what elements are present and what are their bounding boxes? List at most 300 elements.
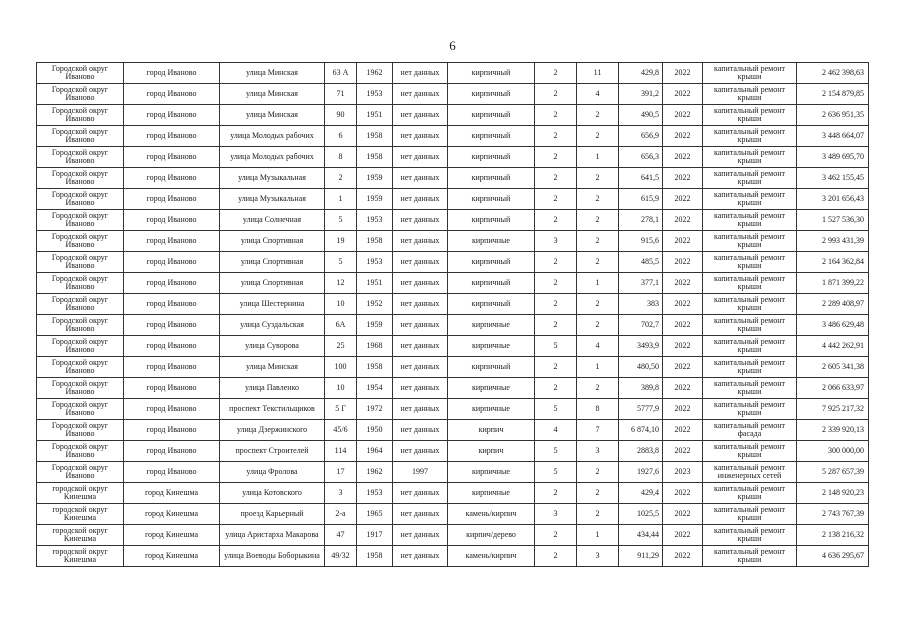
cell-street: улица Спортивная xyxy=(220,273,325,294)
cell-work-type: капитальный ремонт крыши xyxy=(703,378,797,399)
cell-house-number: 49/32 xyxy=(325,546,357,567)
cell-house-number: 2-а xyxy=(325,504,357,525)
cell-entrances: 11 xyxy=(577,63,619,84)
cell-entrances: 2 xyxy=(577,126,619,147)
cell-work-type: капитальный ремонт крыши xyxy=(703,525,797,546)
cell-year-built: 1959 xyxy=(357,168,393,189)
cell-entrances: 2 xyxy=(577,378,619,399)
cell-street: проезд Карьерный xyxy=(220,504,325,525)
cell-area: 429,4 xyxy=(619,483,663,504)
cell-floors: 2 xyxy=(535,273,577,294)
cell-wall-material: кирпичный xyxy=(448,126,535,147)
cell-year-reconstruction: нет данных xyxy=(393,105,448,126)
table-row xyxy=(37,189,869,210)
table-row xyxy=(37,252,869,273)
cell-floors: 2 xyxy=(535,294,577,315)
cell-wall-material: кирпичные xyxy=(448,399,535,420)
cell-year-reconstruction: нет данных xyxy=(393,441,448,462)
cell-year-built: 1958 xyxy=(357,126,393,147)
cell-year-built: 1917 xyxy=(357,525,393,546)
table-row xyxy=(37,462,869,483)
cell-plan-year: 2022 xyxy=(663,84,703,105)
cell-cost: 3 486 629,48 xyxy=(797,315,869,336)
cell-wall-material: кирпичный xyxy=(448,357,535,378)
cell-district: Городской округ Иваново xyxy=(37,84,124,105)
cell-cost: 1 527 536,30 xyxy=(797,210,869,231)
cell-year-built: 1952 xyxy=(357,294,393,315)
cell-work-type: капитальный ремонт крыши xyxy=(703,504,797,525)
cell-house-number: 6А xyxy=(325,315,357,336)
table-row xyxy=(37,210,869,231)
cell-cost: 2 993 431,39 xyxy=(797,231,869,252)
cell-cost: 3 448 664,07 xyxy=(797,126,869,147)
cell-city: город Иваново xyxy=(124,294,220,315)
cell-district: Городской округ Иваново xyxy=(37,252,124,273)
cell-area: 3493,9 xyxy=(619,336,663,357)
cell-cost: 2 164 362,84 xyxy=(797,252,869,273)
cell-house-number: 8 xyxy=(325,147,357,168)
cell-cost: 7 925 217,32 xyxy=(797,399,869,420)
cell-floors: 5 xyxy=(535,462,577,483)
cell-work-type: капитальный ремонт крыши xyxy=(703,357,797,378)
cell-cost: 2 066 633,97 xyxy=(797,378,869,399)
cell-year-built: 1965 xyxy=(357,504,393,525)
cell-plan-year: 2022 xyxy=(663,483,703,504)
table-row xyxy=(37,525,869,546)
cell-entrances: 2 xyxy=(577,483,619,504)
cell-street: улица Шестернина xyxy=(220,294,325,315)
cell-year-reconstruction: нет данных xyxy=(393,126,448,147)
cell-entrances: 2 xyxy=(577,315,619,336)
table-row xyxy=(37,147,869,168)
cell-plan-year: 2022 xyxy=(663,546,703,567)
cell-year-reconstruction: нет данных xyxy=(393,525,448,546)
cell-street: улица Воеводы Боборыкина xyxy=(220,546,325,567)
cell-district: Городской округ Иваново xyxy=(37,462,124,483)
cell-plan-year: 2023 xyxy=(663,462,703,483)
cell-house-number: 5 xyxy=(325,252,357,273)
cell-plan-year: 2022 xyxy=(663,273,703,294)
cell-floors: 2 xyxy=(535,84,577,105)
cell-district: Городской округ Иваново xyxy=(37,399,124,420)
cell-street: улица Котовского xyxy=(220,483,325,504)
cell-city: город Кинешма xyxy=(124,504,220,525)
cell-year-built: 1959 xyxy=(357,189,393,210)
cell-house-number: 2 xyxy=(325,168,357,189)
cell-floors: 2 xyxy=(535,525,577,546)
cell-wall-material: кирпичный xyxy=(448,63,535,84)
cell-house-number: 5 xyxy=(325,210,357,231)
cell-floors: 2 xyxy=(535,315,577,336)
cell-year-reconstruction: нет данных xyxy=(393,315,448,336)
cell-district: Городской округ Иваново xyxy=(37,420,124,441)
cell-house-number: 19 xyxy=(325,231,357,252)
cell-wall-material: кирпичные xyxy=(448,483,535,504)
cell-year-built: 1954 xyxy=(357,378,393,399)
cell-area: 615,9 xyxy=(619,189,663,210)
cell-area: 377,1 xyxy=(619,273,663,294)
cell-wall-material: кирпич xyxy=(448,420,535,441)
cell-year-built: 1958 xyxy=(357,147,393,168)
cell-floors: 2 xyxy=(535,357,577,378)
cell-entrances: 2 xyxy=(577,231,619,252)
table-row xyxy=(37,441,869,462)
cell-cost: 2 636 951,35 xyxy=(797,105,869,126)
cell-plan-year: 2022 xyxy=(663,63,703,84)
cell-district: городской округ Кинешма xyxy=(37,525,124,546)
table-row xyxy=(37,399,869,420)
cell-floors: 2 xyxy=(535,189,577,210)
cell-cost: 300 000,00 xyxy=(797,441,869,462)
table-row xyxy=(37,294,869,315)
page-number: 6 xyxy=(449,38,456,53)
cell-work-type: капитальный ремонт фасада xyxy=(703,420,797,441)
cell-house-number: 10 xyxy=(325,378,357,399)
cell-floors: 2 xyxy=(535,210,577,231)
cell-entrances: 2 xyxy=(577,252,619,273)
cell-city: город Иваново xyxy=(124,189,220,210)
cell-area: 434,44 xyxy=(619,525,663,546)
cell-entrances: 1 xyxy=(577,147,619,168)
cell-district: Городской округ Иваново xyxy=(37,294,124,315)
cell-area: 2883,8 xyxy=(619,441,663,462)
cell-wall-material: кирпич/дерево xyxy=(448,525,535,546)
cell-city: город Кинешма xyxy=(124,546,220,567)
cell-house-number: 1 xyxy=(325,189,357,210)
cell-work-type: капитальный ремонт крыши xyxy=(703,399,797,420)
cell-city: город Иваново xyxy=(124,126,220,147)
cell-work-type: капитальный ремонт крыши xyxy=(703,294,797,315)
table-row xyxy=(37,378,869,399)
cell-cost: 2 138 216,32 xyxy=(797,525,869,546)
cell-street: улица Павленко xyxy=(220,378,325,399)
cell-year-built: 1951 xyxy=(357,273,393,294)
cell-wall-material: кирпичный xyxy=(448,84,535,105)
cell-floors: 2 xyxy=(535,483,577,504)
cell-street: улица Солнечная xyxy=(220,210,325,231)
cell-plan-year: 2022 xyxy=(663,294,703,315)
cell-street: проспект Строителей xyxy=(220,441,325,462)
cell-plan-year: 2022 xyxy=(663,147,703,168)
table-row xyxy=(37,483,869,504)
cell-wall-material: кирпичные xyxy=(448,336,535,357)
cell-district: Городской округ Иваново xyxy=(37,189,124,210)
cell-area: 391,2 xyxy=(619,84,663,105)
cell-cost: 4 442 262,91 xyxy=(797,336,869,357)
cell-entrances: 2 xyxy=(577,294,619,315)
cell-city: город Иваново xyxy=(124,378,220,399)
cell-cost: 2 154 879,85 xyxy=(797,84,869,105)
cell-area: 278,1 xyxy=(619,210,663,231)
cell-floors: 5 xyxy=(535,399,577,420)
table-row xyxy=(37,420,869,441)
cell-street: улица Аристарха Макарова xyxy=(220,525,325,546)
cell-district: Городской округ Иваново xyxy=(37,231,124,252)
table-row xyxy=(37,357,869,378)
cell-plan-year: 2022 xyxy=(663,105,703,126)
cell-wall-material: кирпичный xyxy=(448,252,535,273)
cell-area: 656,3 xyxy=(619,147,663,168)
cell-work-type: капитальный ремонт крыши xyxy=(703,210,797,231)
cell-year-reconstruction: нет данных xyxy=(393,336,448,357)
cell-cost: 2 289 408,97 xyxy=(797,294,869,315)
cell-area: 389,8 xyxy=(619,378,663,399)
cell-year-reconstruction: нет данных xyxy=(393,546,448,567)
cell-entrances: 4 xyxy=(577,84,619,105)
cell-year-built: 1962 xyxy=(357,462,393,483)
cell-plan-year: 2022 xyxy=(663,399,703,420)
cell-entrances: 2 xyxy=(577,210,619,231)
cell-plan-year: 2022 xyxy=(663,441,703,462)
cell-area: 911,29 xyxy=(619,546,663,567)
cell-floors: 2 xyxy=(535,147,577,168)
cell-area: 641,5 xyxy=(619,168,663,189)
cell-street: улица Минская xyxy=(220,105,325,126)
cell-district: Городской округ Иваново xyxy=(37,357,124,378)
cell-plan-year: 2022 xyxy=(663,168,703,189)
cell-work-type: капитальный ремонт крыши xyxy=(703,147,797,168)
cell-year-reconstruction: нет данных xyxy=(393,357,448,378)
cell-district: Городской округ Иваново xyxy=(37,378,124,399)
cell-year-reconstruction: нет данных xyxy=(393,63,448,84)
cell-floors: 5 xyxy=(535,441,577,462)
cell-cost: 3 489 695,70 xyxy=(797,147,869,168)
cell-city: город Иваново xyxy=(124,462,220,483)
cell-work-type: капитальный ремонт крыши xyxy=(703,546,797,567)
cell-plan-year: 2022 xyxy=(663,189,703,210)
cell-floors: 2 xyxy=(535,63,577,84)
cell-area: 429,8 xyxy=(619,63,663,84)
cell-cost: 2 605 341,38 xyxy=(797,357,869,378)
cell-year-built: 1951 xyxy=(357,105,393,126)
cell-floors: 2 xyxy=(535,168,577,189)
cell-cost: 2 339 920,13 xyxy=(797,420,869,441)
cell-district: Городской округ Иваново xyxy=(37,126,124,147)
cell-year-built: 1953 xyxy=(357,252,393,273)
cell-city: город Иваново xyxy=(124,252,220,273)
cell-street: улица Дзержинского xyxy=(220,420,325,441)
cell-city: город Иваново xyxy=(124,105,220,126)
cell-plan-year: 2022 xyxy=(663,315,703,336)
cell-entrances: 1 xyxy=(577,357,619,378)
cell-wall-material: кирпичные xyxy=(448,231,535,252)
cell-district: Городской округ Иваново xyxy=(37,63,124,84)
cell-house-number: 12 xyxy=(325,273,357,294)
cell-district: городской округ Кинешма xyxy=(37,483,124,504)
cell-area: 6 874,10 xyxy=(619,420,663,441)
cell-floors: 2 xyxy=(535,105,577,126)
cell-street: улица Суворова xyxy=(220,336,325,357)
cell-floors: 2 xyxy=(535,252,577,273)
cell-year-built: 1953 xyxy=(357,483,393,504)
cell-district: городской округ Кинешма xyxy=(37,504,124,525)
cell-cost: 3 462 155,45 xyxy=(797,168,869,189)
cell-city: город Иваново xyxy=(124,315,220,336)
cell-wall-material: кирпичный xyxy=(448,168,535,189)
cell-street: улица Фролова xyxy=(220,462,325,483)
cell-house-number: 114 xyxy=(325,441,357,462)
cell-street: улица Спортивная xyxy=(220,231,325,252)
cell-street: улица Спортивная xyxy=(220,252,325,273)
cell-city: город Иваново xyxy=(124,147,220,168)
cell-entrances: 1 xyxy=(577,525,619,546)
cell-district: городской округ Кинешма xyxy=(37,546,124,567)
cell-house-number: 10 xyxy=(325,294,357,315)
cell-year-built: 1968 xyxy=(357,336,393,357)
cell-work-type: капитальный ремонт инженерных сетей xyxy=(703,462,797,483)
cell-cost: 3 201 656,43 xyxy=(797,189,869,210)
cell-street: улица Музыкальная xyxy=(220,168,325,189)
cell-floors: 3 xyxy=(535,231,577,252)
cell-area: 490,5 xyxy=(619,105,663,126)
cell-district: Городской округ Иваново xyxy=(37,105,124,126)
cell-city: город Иваново xyxy=(124,399,220,420)
cell-plan-year: 2022 xyxy=(663,420,703,441)
housing-registry-table xyxy=(36,62,869,567)
cell-wall-material: кирпичные xyxy=(448,315,535,336)
cell-city: город Кинешма xyxy=(124,483,220,504)
cell-entrances: 2 xyxy=(577,105,619,126)
cell-entrances: 2 xyxy=(577,462,619,483)
cell-house-number: 45/6 xyxy=(325,420,357,441)
cell-entrances: 2 xyxy=(577,168,619,189)
cell-street: улица Молодых рабочих xyxy=(220,147,325,168)
cell-entrances: 3 xyxy=(577,546,619,567)
cell-year-reconstruction: нет данных xyxy=(393,252,448,273)
cell-year-built: 1953 xyxy=(357,84,393,105)
cell-year-reconstruction: нет данных xyxy=(393,273,448,294)
cell-cost: 5 287 657,39 xyxy=(797,462,869,483)
cell-city: город Иваново xyxy=(124,336,220,357)
cell-area: 485,5 xyxy=(619,252,663,273)
cell-wall-material: кирпичный xyxy=(448,189,535,210)
cell-city: город Иваново xyxy=(124,420,220,441)
cell-year-built: 1959 xyxy=(357,315,393,336)
cell-area: 480,50 xyxy=(619,357,663,378)
cell-wall-material: камень/кирпич xyxy=(448,546,535,567)
cell-year-built: 1958 xyxy=(357,357,393,378)
cell-floors: 4 xyxy=(535,420,577,441)
cell-floors: 2 xyxy=(535,378,577,399)
cell-plan-year: 2022 xyxy=(663,252,703,273)
cell-cost: 2 462 398,63 xyxy=(797,63,869,84)
cell-district: Городской округ Иваново xyxy=(37,273,124,294)
cell-area: 1927,6 xyxy=(619,462,663,483)
cell-house-number: 17 xyxy=(325,462,357,483)
cell-street: улица Минская xyxy=(220,63,325,84)
cell-year-reconstruction: нет данных xyxy=(393,168,448,189)
cell-street: улица Молодых рабочих xyxy=(220,126,325,147)
cell-floors: 5 xyxy=(535,336,577,357)
cell-work-type: капитальный ремонт крыши xyxy=(703,441,797,462)
cell-cost: 4 636 295,67 xyxy=(797,546,869,567)
cell-house-number: 5 Г xyxy=(325,399,357,420)
cell-year-reconstruction: 1997 xyxy=(393,462,448,483)
cell-house-number: 71 xyxy=(325,84,357,105)
cell-work-type: капитальный ремонт крыши xyxy=(703,126,797,147)
cell-area: 1025,5 xyxy=(619,504,663,525)
cell-cost: 2 148 920,23 xyxy=(797,483,869,504)
cell-city: город Иваново xyxy=(124,168,220,189)
cell-year-reconstruction: нет данных xyxy=(393,504,448,525)
cell-entrances: 4 xyxy=(577,336,619,357)
cell-city: город Иваново xyxy=(124,210,220,231)
cell-street: проспект Текстильщиков xyxy=(220,399,325,420)
cell-city: город Кинешма xyxy=(124,525,220,546)
cell-house-number: 100 xyxy=(325,357,357,378)
table-row xyxy=(37,273,869,294)
cell-entrances: 1 xyxy=(577,273,619,294)
cell-year-reconstruction: нет данных xyxy=(393,210,448,231)
cell-work-type: капитальный ремонт крыши xyxy=(703,189,797,210)
cell-year-built: 1962 xyxy=(357,63,393,84)
cell-floors: 2 xyxy=(535,546,577,567)
cell-city: город Иваново xyxy=(124,84,220,105)
table-row xyxy=(37,546,869,567)
table-row xyxy=(37,126,869,147)
cell-house-number: 90 xyxy=(325,105,357,126)
cell-plan-year: 2022 xyxy=(663,357,703,378)
cell-year-built: 1950 xyxy=(357,420,393,441)
cell-work-type: капитальный ремонт крыши xyxy=(703,63,797,84)
cell-year-built: 1958 xyxy=(357,546,393,567)
cell-district: Городской округ Иваново xyxy=(37,168,124,189)
cell-city: город Иваново xyxy=(124,441,220,462)
cell-wall-material: камень/кирпич xyxy=(448,504,535,525)
cell-wall-material: кирпичный xyxy=(448,105,535,126)
cell-cost: 2 743 767,39 xyxy=(797,504,869,525)
cell-entrances: 3 xyxy=(577,441,619,462)
cell-city: город Иваново xyxy=(124,273,220,294)
cell-year-built: 1958 xyxy=(357,231,393,252)
cell-year-built: 1953 xyxy=(357,210,393,231)
cell-house-number: 47 xyxy=(325,525,357,546)
cell-plan-year: 2022 xyxy=(663,504,703,525)
cell-house-number: 6 xyxy=(325,126,357,147)
cell-wall-material: кирпичный xyxy=(448,210,535,231)
cell-work-type: капитальный ремонт крыши xyxy=(703,231,797,252)
cell-area: 702,7 xyxy=(619,315,663,336)
cell-entrances: 7 xyxy=(577,420,619,441)
cell-year-reconstruction: нет данных xyxy=(393,84,448,105)
cell-district: Городской округ Иваново xyxy=(37,315,124,336)
cell-district: Городской округ Иваново xyxy=(37,336,124,357)
cell-city: город Иваново xyxy=(124,231,220,252)
cell-year-reconstruction: нет данных xyxy=(393,147,448,168)
cell-wall-material: кирпичные xyxy=(448,378,535,399)
cell-area: 5777,9 xyxy=(619,399,663,420)
cell-wall-material: кирпичный xyxy=(448,294,535,315)
cell-year-built: 1964 xyxy=(357,441,393,462)
cell-entrances: 2 xyxy=(577,504,619,525)
cell-work-type: капитальный ремонт крыши xyxy=(703,483,797,504)
cell-city: город Иваново xyxy=(124,357,220,378)
cell-district: Городской округ Иваново xyxy=(37,441,124,462)
cell-work-type: капитальный ремонт крыши xyxy=(703,336,797,357)
cell-street: улица Минская xyxy=(220,84,325,105)
cell-work-type: капитальный ремонт крыши xyxy=(703,273,797,294)
cell-year-reconstruction: нет данных xyxy=(393,294,448,315)
cell-work-type: капитальный ремонт крыши xyxy=(703,105,797,126)
cell-plan-year: 2022 xyxy=(663,336,703,357)
cell-house-number: 63 А xyxy=(325,63,357,84)
cell-year-built: 1972 xyxy=(357,399,393,420)
table-row xyxy=(37,231,869,252)
cell-wall-material: кирпичный xyxy=(448,147,535,168)
cell-area: 656,9 xyxy=(619,126,663,147)
cell-street: улица Суздальская xyxy=(220,315,325,336)
cell-entrances: 2 xyxy=(577,189,619,210)
